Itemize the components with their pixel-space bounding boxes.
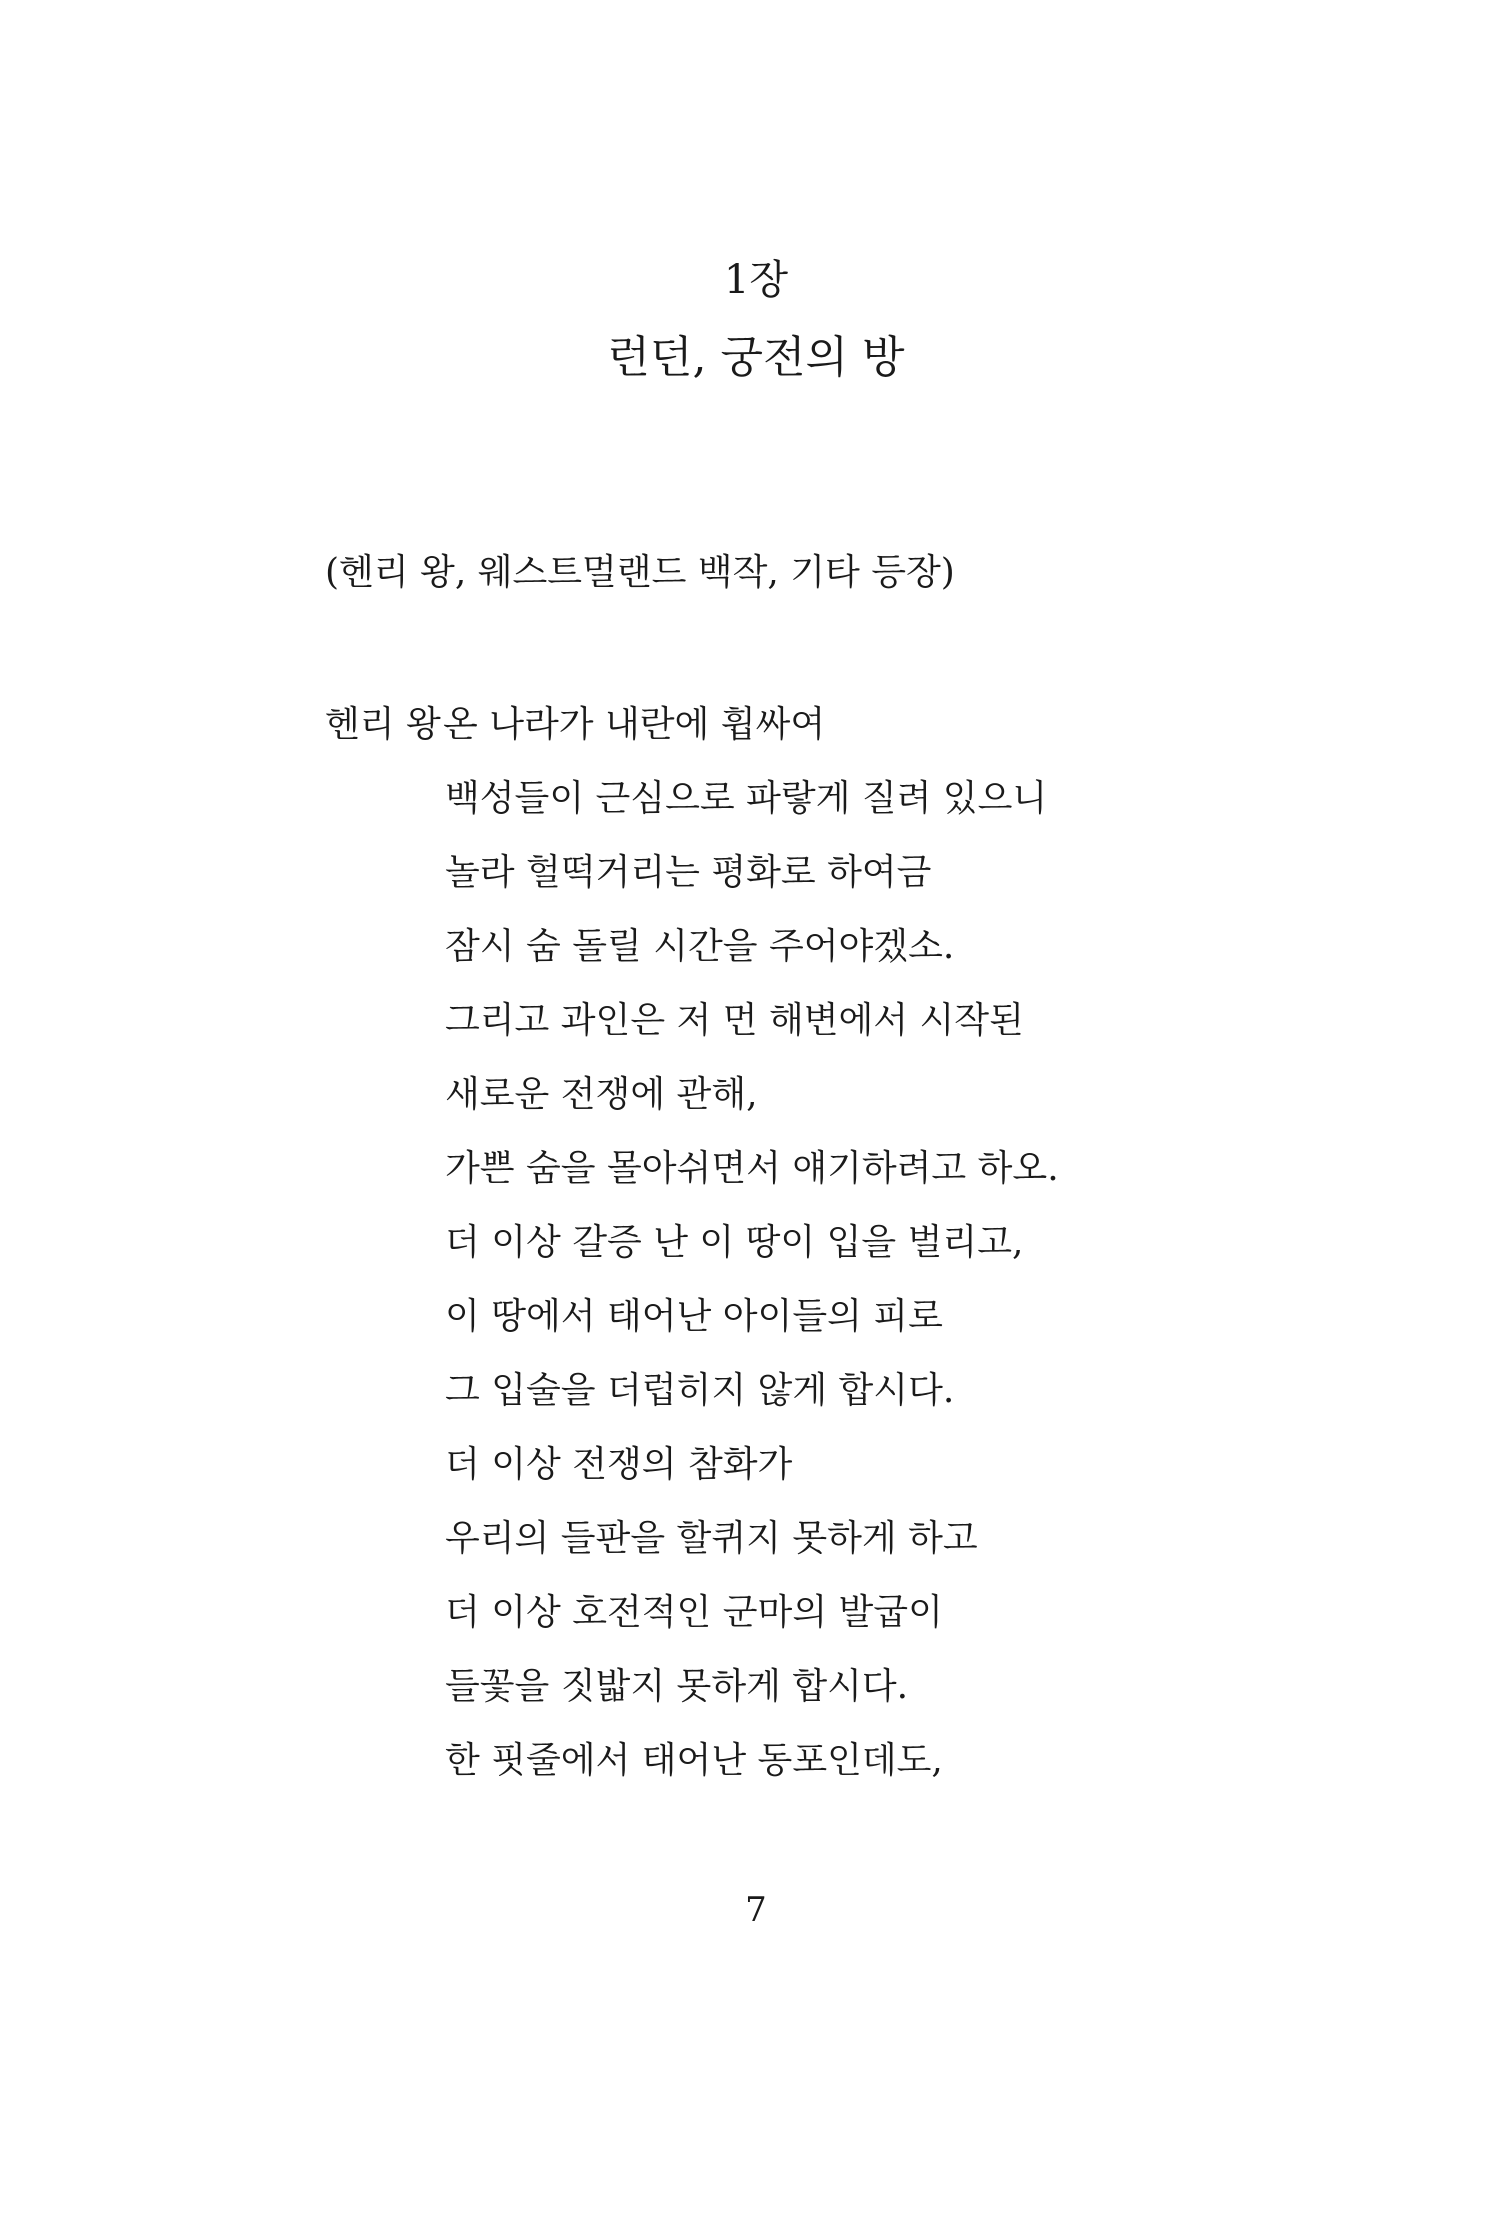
verse-line: 그리고 과인은 저 먼 해변에서 시작된 xyxy=(445,1000,1024,1041)
speech-line xyxy=(325,1366,1475,1440)
verse-line: 온 나라가 내란에 휩싸여 xyxy=(443,704,826,745)
stage-direction: (헨리 왕, 웨스트멀랜드 백작, 기타 등장) xyxy=(325,552,955,593)
speech-line xyxy=(325,1070,1475,1144)
speech-line xyxy=(325,1736,1475,1810)
speech-line xyxy=(325,1218,1475,1292)
speech-line xyxy=(325,774,1475,848)
verse-line: 한 핏줄에서 태어난 동포인데도, xyxy=(445,1740,943,1781)
chapter-title: 런던, 궁전의 방 xyxy=(607,332,905,383)
speech-line xyxy=(325,1588,1475,1662)
speech-line xyxy=(325,848,1475,922)
speech-block xyxy=(325,700,1475,1810)
verse-line: 가쁜 숨을 몰아쉬면서 얘기하려고 하오. xyxy=(445,1148,1059,1189)
chapter-number: 1장 xyxy=(723,257,789,303)
speech-line xyxy=(325,1144,1475,1218)
verse-line: 이 땅에서 태어난 아이들의 피로 xyxy=(445,1296,943,1337)
verse-line: 더 이상 전쟁의 참화가 xyxy=(445,1444,793,1485)
verse-line: 더 이상 갈증 난 이 땅이 입을 벌리고, xyxy=(445,1222,1024,1263)
verse-line: 들꽃을 짓밟지 못하게 합시다. xyxy=(445,1666,909,1707)
speech-line xyxy=(325,996,1475,1070)
verse-line: 더 이상 호전적인 군마의 발굽이 xyxy=(445,1592,943,1633)
verse-line: 그 입술을 더럽히지 않게 합시다. xyxy=(445,1370,955,1411)
verse-line: 백성들이 근심으로 파랗게 질려 있으니 xyxy=(445,778,1048,819)
verse-line: 잠시 숨 돌릴 시간을 주어야겠소. xyxy=(445,926,955,967)
page-number: 7 xyxy=(745,1890,767,1930)
speech-line xyxy=(325,1662,1475,1736)
speech-line xyxy=(325,1292,1475,1366)
speech-line xyxy=(325,922,1475,996)
verse-line: 우리의 들판을 할퀴지 못하게 하고 xyxy=(445,1518,978,1559)
speech-line xyxy=(325,700,1475,774)
speech-line xyxy=(325,1440,1475,1514)
speaker-name: 헨리 왕 xyxy=(325,704,441,745)
verse-line: 새로운 전쟁에 관해, xyxy=(445,1074,758,1115)
speech-line xyxy=(325,1514,1475,1588)
verse-line: 놀라 헐떡거리는 평화로 하여금 xyxy=(445,852,932,893)
